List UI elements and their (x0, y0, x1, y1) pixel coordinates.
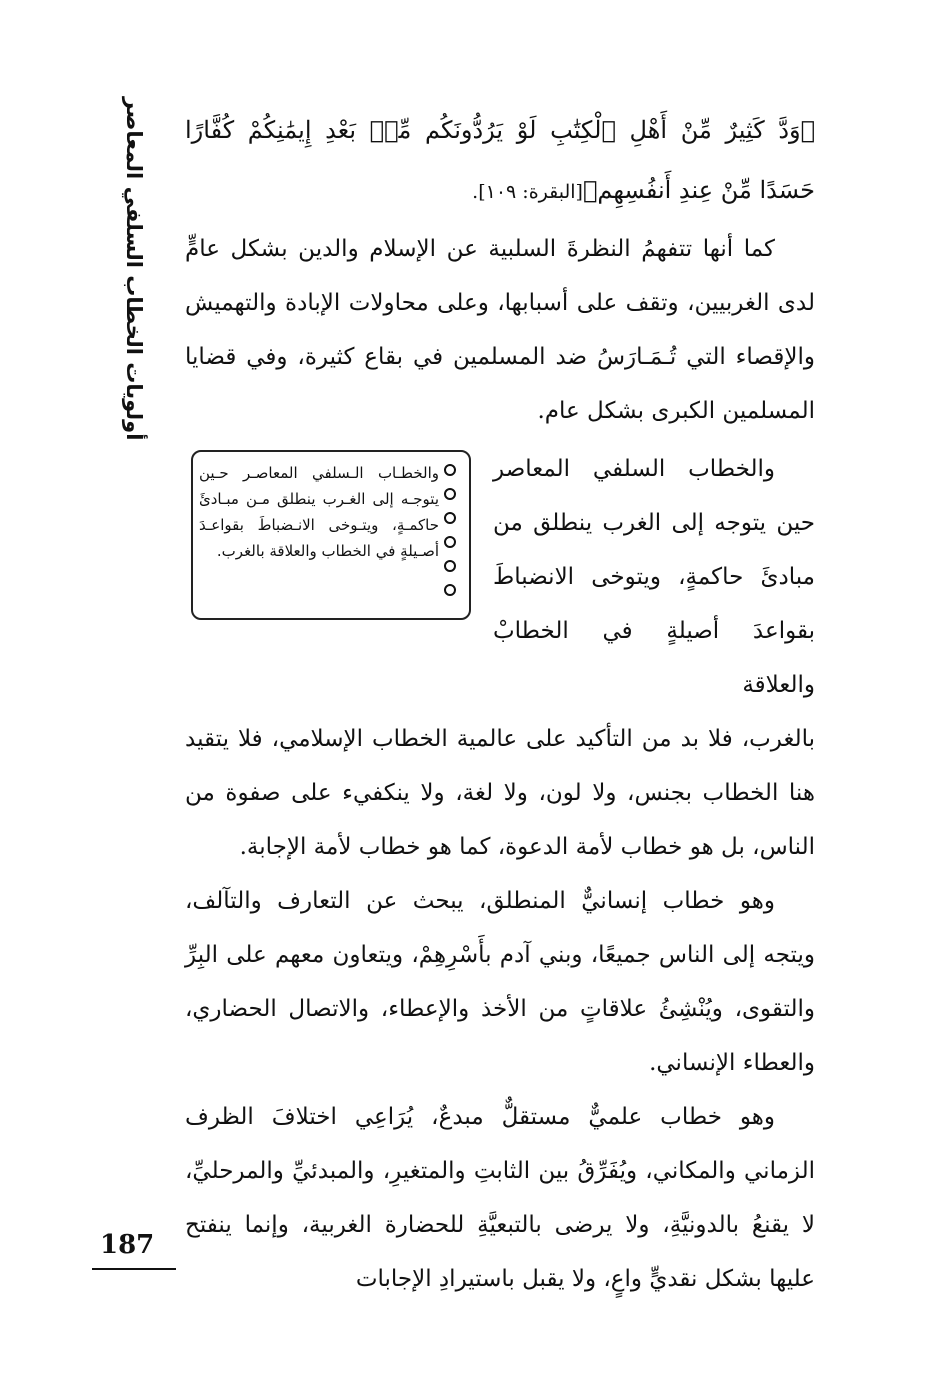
paragraph-1: كما أنها تتفهمُ النظرةَ السلبية عن الإسلام والدين بشكل عامٍّ لدى الغربيين، وتقف على أسبابها، وعلى محاولات الإبادة والتهميش والإقصاء التي تُـمَـارَسُ ضد المسلمين في بقاع كثيرة، وفي قضايا المسلمين الكبرى بشكل عام. (185, 236, 815, 424)
paragraph-3: وهو خطاب إنسانيٌّ المنطلق، يبحث عن التعارف والتآلف، ويتجه إلى الناس جميعًا، وبني آدم بأَسْرِهِمْ، ويتعاون معهم على البِرِّ والتقوى، ويُنْشِئُ علاقاتٍ من الأخذ والإعطاء، والاتصال الحضاري، والعطاء الإنساني. (185, 888, 815, 1076)
circle-bullet-icon (444, 560, 456, 572)
pull-quote-row (185, 442, 815, 712)
circle-bullet-icon (444, 488, 456, 500)
quran-reference: [البقرة: ١٠٩]. (472, 181, 583, 203)
body-text (185, 100, 815, 1306)
running-head: أولويات الخطاب السلفي المعاصر (122, 96, 146, 440)
pull-quote-text: والخطـاب الـسلفي المعاصـر حـين يتوجـه إلى الغـرب ينطلق مـن مبـادئَ حاكمـةٍ، ويتـوخى الانـضباطَ بقواعـدَ أصـيلةٍ في الخطاب والعلاقة بالغرب. (199, 464, 439, 560)
footer-rule (92, 1268, 176, 1270)
quran-verse-text: ﴿وَدَّ كَثِيرٌ مِّنْ أَهْلِ ٱلْكِتَٰبِ لَوْ يَرُدُّونَكُم مِّنۢ بَعْدِ إِيمَٰنِكُمْ كُفَّارًا حَسَدًا مِّنْ عِندِ أَنفُسِهِم﴾ (185, 116, 815, 204)
paragraph-2-rest: بالغرب، فلا بد من التأكيد على عالمية الخطاب الإسلامي، فلا يتقيد هنا الخطاب بجنس، ولا لون، ولا لغة، ولا ينكفيء على صفوة من الناس، بل هو خطاب لأمة الدعوة، كما هو خطاب لأمة الإجابة. (185, 726, 815, 860)
circle-bullet-icon (444, 536, 456, 548)
page-number: 187 (100, 1230, 155, 1260)
circle-bullet-icon (444, 464, 456, 476)
pull-quote-bullets (439, 460, 461, 610)
circle-bullet-icon (444, 584, 456, 596)
pull-quote-box (191, 450, 471, 620)
quran-verse (185, 100, 815, 222)
paragraph-4: وهو خطاب علميٌّ مستقلٌّ مبدعٌ، يُرَاعِي اختلافَ الظرف الزماني والمكاني، ويُفَرِّقُ بين الثابتِ والمتغيرِ، والمبدئيِّ والمرحليِّ، لا يقنعُ بالدونيَّةِ، ولا يرضى بالتبعيَّةِ للحضارة الغربية، وإنما ينفتح عليها بشكل نقديٍّ واعٍ، ولا يقبل باستيرادِ الإجابات (185, 1104, 815, 1292)
paragraph-2-start: والخطاب السلفي المعاصر حين يتوجه إلى الغرب ينطلق من مبادئَ حاكمةٍ، ويتوخى الانضباطَ بقواعدَ أصيلةٍ في الخطابْ والعلاقة (493, 456, 815, 698)
circle-bullet-icon (444, 512, 456, 524)
